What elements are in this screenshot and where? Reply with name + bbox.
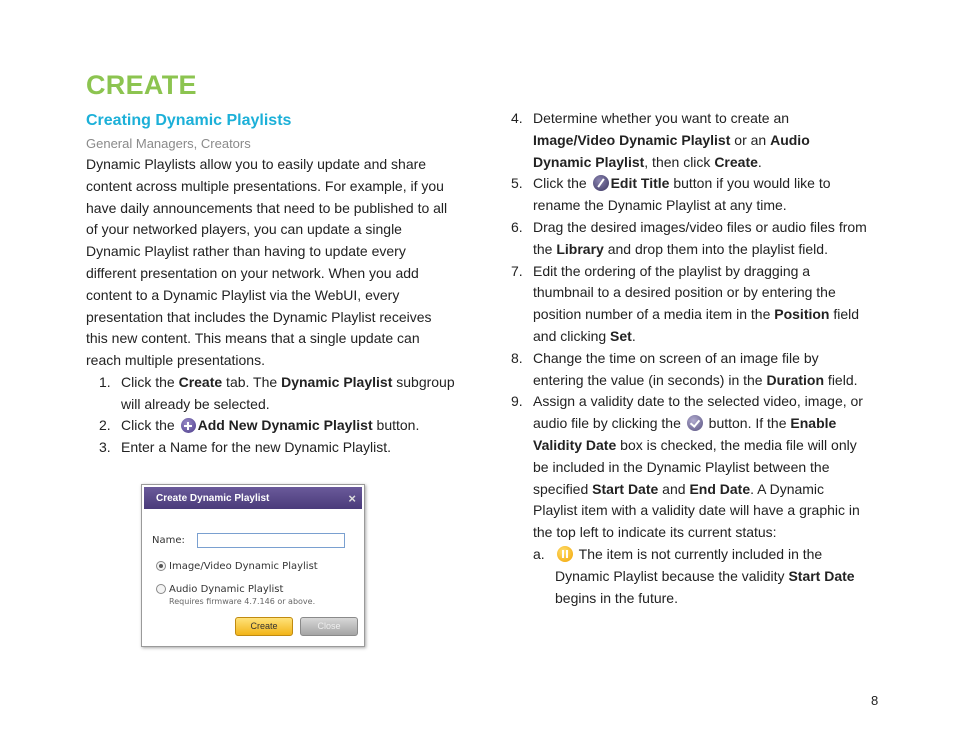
edit-title-icon: [593, 175, 609, 191]
steps-list-right: [510, 108, 870, 609]
step-5: 5. Click the Edit Title button if you would like to rename the Dynamic Playlist at any time.: [511, 175, 831, 214]
create-button[interactable]: Create: [235, 617, 293, 636]
image-video-option-label: Image/Video Dynamic Playlist: [169, 561, 318, 572]
step-number: 9.: [511, 393, 523, 410]
step-6: 6. Drag the desired images/video files or audio files from the Library and drop them into the playlist field.: [511, 218, 867, 257]
step-number: 3.: [99, 438, 111, 455]
step-8: 8. Change the time on screen of an image file by entering the value (in seconds) in the Duration field.: [511, 349, 858, 388]
step-9a: a. The item is not currently included in the Dynamic Playlist because the validity Start Date begins in the future.: [533, 545, 855, 606]
step-1: 1. Click the Create tab. The Dynamic Playlist subgroup will already be selected.: [99, 374, 455, 412]
step-2: 2. Click the Add New Dynamic Playlist button.: [86, 415, 456, 437]
intro-paragraph: Dynamic Playlists allow you to easily update and share content across multiple presentations. For example, if you have daily announcements that need to be published to all of your networked players, you can update a single Dynamic Playlist rather than having to update every different presentation on your network. When you add content to a Dynamic Playlist via the WebUI, every presentation that includes the Dynamic Playlist receives this new content. This means that a single update can reach multiple presentations.: [86, 156, 448, 369]
page-title: CREATE: [86, 70, 197, 100]
dialog-title: Create Dynamic Playlist: [156, 493, 270, 504]
step-number: 7.: [511, 262, 523, 279]
step-number: 6.: [511, 218, 523, 235]
substep-letter: a.: [533, 545, 545, 562]
step-number: 1.: [99, 374, 111, 390]
close-button[interactable]: Close: [300, 617, 358, 636]
image-video-radio[interactable]: [156, 561, 166, 571]
audio-radio[interactable]: [156, 584, 166, 594]
add-new-icon: [181, 418, 196, 433]
name-input[interactable]: [197, 533, 345, 548]
validity-check-icon: [687, 415, 703, 431]
step-7: 7. Edit the ordering of the playlist by dragging a thumbnail to a desired position or by entering the position number of a media item in the Position field and clicking Set.: [511, 262, 860, 344]
page-number: 8: [871, 693, 879, 708]
audience-label: General Managers, Creators: [86, 136, 251, 151]
step-9: 9. Assign a validity date to the selected video, image, or audio file by clicking the button. If the Enable Validity Date box is checked, the media file will only be included in the Dynamic Playlist between the specified Start Date and End Date. A Dynamic Playlist item with a validity date will have a graphic in the top left to indicate its current status: a. The item is not currently included in the Dynamic Playlist because the validity Start Date begins in the future.: [510, 391, 870, 609]
step-number: 4.: [511, 110, 523, 126]
name-label: Name:: [152, 535, 185, 546]
create-dynamic-playlist-dialog: [141, 484, 365, 647]
step-3: 3. Enter a Name for the new Dynamic Playlist.: [86, 437, 456, 459]
dialog-titlebar: [144, 487, 362, 509]
audio-firmware-note: Requires firmware 4.7.146 or above.: [169, 597, 316, 606]
audio-option-label: Audio Dynamic Playlist: [169, 584, 284, 595]
step-4: 4. Determine whether you want to create an Image/Video Dynamic Playlist or an Audio Dynamic Playlist, then click Create.: [511, 110, 810, 170]
pause-status-icon: [557, 546, 573, 562]
step-number: 8.: [511, 349, 523, 366]
section-title: Creating Dynamic Playlists: [86, 112, 292, 129]
close-icon[interactable]: ×: [348, 491, 356, 506]
step-number: 2.: [99, 417, 111, 434]
steps-list-left: [86, 372, 456, 458]
step-number: 5.: [511, 175, 523, 192]
